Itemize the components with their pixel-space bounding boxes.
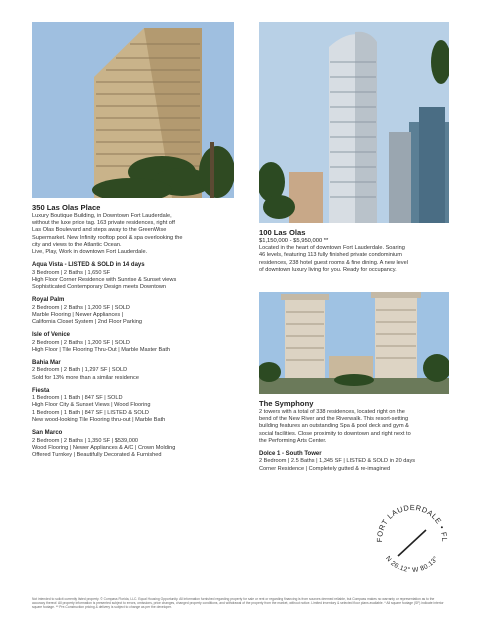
unit-line: High Floor | Tile Flooring Thru-Out | Marble Master Bath [32, 346, 171, 353]
seal-top-text: FORT LAUDERDALE • FL [374, 502, 450, 543]
listing-title-the-symphony: The Symphony [259, 399, 314, 408]
unit-line: Offered Turnkey | Beautifully Decorated & Furnished [32, 451, 162, 458]
description-line: 46 levels, featuring 113 fully finished private condominium [259, 252, 402, 259]
description-line: of downtown luxury living for you. Ready for occupancy. [259, 266, 397, 273]
description-line: bend of the New River and the Riverwalk. This resort-setting [259, 416, 409, 423]
price-range: $1,150,000 - $5,950,000 ** [259, 238, 329, 244]
unit-line: 2 Bedroom | 2 Bath | 1,297 SF | SOLD [32, 367, 128, 374]
unit-line: 2 Bedroom | 2 Baths | 1,200 SF | SOLD [32, 304, 130, 311]
unit-line: Wood Flooring | Newer Appliances & A/C | Crown Molding [32, 444, 176, 451]
unit-line: 3 Bedroom | 2 Baths | 1,650 SF [32, 269, 111, 276]
unit-line: 1 Bedroom | 1 Bath | 847 SF | SOLD [32, 395, 123, 402]
unit-line: Corner Residence | Completely gutted & re-imagined [259, 465, 391, 472]
description-line: residences, 238 hotel guest rooms & fine dining. A new level [259, 259, 408, 266]
intro-line: Supermarket. New Infinity rooftop pool & spa overlooking the [32, 234, 183, 241]
intro-line: city and views to the Atlantic Ocean. [32, 241, 122, 248]
location-seal [372, 500, 452, 580]
unit-title-aqua-vista: Aqua Vista - LISTED & SOLD in 14 days [32, 262, 145, 269]
unit-title-fiesta: Fiesta [32, 387, 50, 394]
unit-line: California Closet System | 2nd Floor Parking [32, 319, 142, 326]
right-top-column [259, 228, 459, 274]
unit-line: 2 Bedroom | 2.5 Baths | 1,345 SF | LISTED & SOLD in 20 days [259, 458, 416, 465]
description-line: 2 towers with a total of 338 residences, located right on the [259, 409, 405, 415]
unit-title-isle-of-venice: Isle of Venice [32, 332, 71, 339]
unit-line: High Floor City & Sunset Views | Wood Flooring [32, 402, 151, 409]
unit-line: Sophisticated Contemporary Design meets Downtown [32, 284, 167, 291]
unit-title-royal-palm: Royal Palm [32, 297, 65, 304]
intro-line: Luxury Boutique Building, in Downtown Fort Lauderdale, [32, 213, 172, 219]
listing-title-350-las-olas: 350 Las Olas Place [32, 203, 101, 212]
description-line: building features an outstanding Spa & pool deck and gym & [259, 423, 409, 430]
unit-line: 2 Bedroom | 2 Baths | 1,200 SF | SOLD [32, 339, 130, 346]
intro-line: Live, Play, Work in downtown Fort Lauderdale. [32, 249, 148, 256]
seal-divider-line [398, 530, 426, 556]
right-bottom-column [259, 399, 459, 473]
unit-line: 2 Bedroom | 2 Baths | 1,350 SF | $539,000 [32, 437, 139, 444]
unit-title-bahia-mar: Bahia Mar [32, 360, 61, 367]
intro-line: Las Olas Boulevard and steps away to the GreenWise [32, 227, 167, 234]
photo-350-las-olas-place [32, 22, 234, 198]
unit-line: High Floor Corner Residence with Sunrise & Sunset views [32, 276, 177, 283]
unit-line: 1 Bedroom | 1 Bath | 847 SF | LISTED & SOLD [32, 409, 149, 416]
description-line: social facilities. Close proximity to downtown and right next to [259, 430, 411, 437]
listing-title-100-las-olas: 100 Las Olas [259, 228, 306, 237]
left-column [32, 203, 252, 459]
unit-title-dolce: Dolce 1 - South Tower [259, 451, 322, 458]
unit-line: Sold for 13% more than a similar residence [32, 374, 139, 381]
legal-disclaimer: Not intended to solicit currently listed property. © Compass Florida, LLC. Equal Housing Opportunity. All information furnished regarding property for sale or rent or regarding financing is from sources deemed reliable, but Compass makes no warranty or representation as to the accuracy thereof. All property information is presented subject to errors, omissions, price changes, changed property conditions, and withdrawal of the property from the market, without notice. Limited inventory & selected floor plans available. * All square footage (SF) indicate interior square footage. ** Pre-Construction pricing & delivery is subject to change as per the developer. [32, 597, 444, 610]
seal-bottom-text: N 26.12° W 80.13° [384, 555, 440, 575]
unit-line: New wood-looking Tile Flooring thru-out | Marble Bath [32, 416, 166, 423]
photo-the-symphony [259, 292, 449, 394]
photo-100-las-olas [259, 22, 449, 223]
description-line: the Performing Arts Center. [259, 437, 327, 444]
intro-line: without the luxe price tag. 163 private residences, right off [32, 220, 175, 227]
unit-line: Marble Flooring | Newer Appliances | [32, 311, 124, 318]
unit-title-san-marco: San Marco [32, 430, 63, 437]
description-line: Located in the heart of downtown Fort Lauderdale. Soaring [259, 245, 405, 252]
